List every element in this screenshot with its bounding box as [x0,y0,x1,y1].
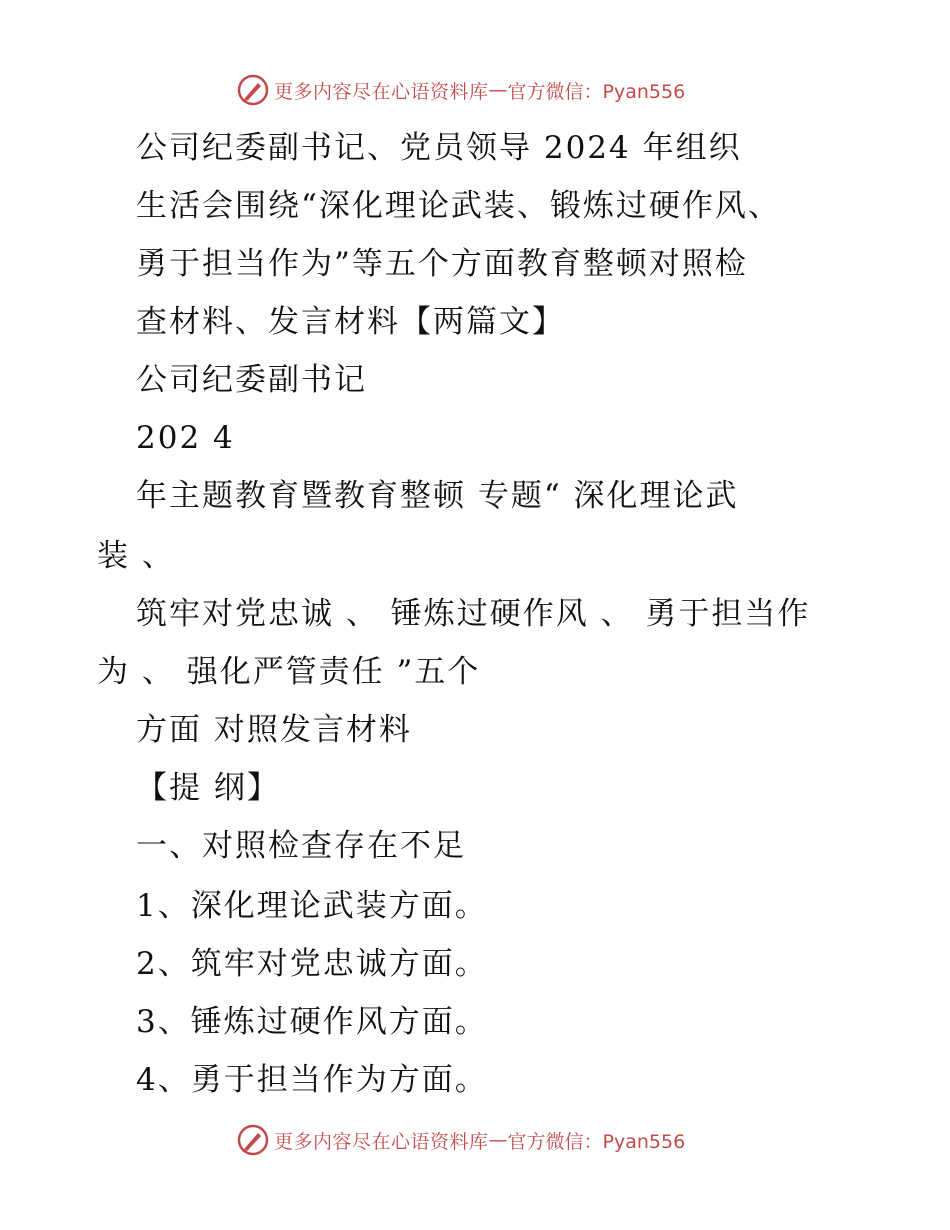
pen-logo-icon [236,1123,270,1157]
outline-heading: 【提 纲】 [136,770,280,806]
list-item: 2、筑牢对党忠诚方面。 [136,946,488,982]
section-heading-1: 一、对照检查存在不足 [136,828,466,864]
list-item: 1、深化理论武装方面。 [136,888,488,924]
watermark-wechat: 官方微信：Pyan556 [507,80,686,103]
title-line-3: 勇于担当作为”等五个方面教育整顿对照检 [136,246,748,282]
watermark-text: 更多内容尽在心语资料库 [274,80,489,103]
subtitle-line-1: 公司纪委副书记 [136,362,367,398]
list-item: 4、勇于担当作为方面。 [136,1062,488,1098]
subtitle-line-6: 为 、 强化严管责任 ”五个 [97,654,481,690]
subtitle-line-3: 年主题教育暨教育整顿 专题“ 深化理论武 [136,478,739,514]
subtitle-line-4: 装 、 [97,538,175,574]
subtitle-line-7: 方面 对照发言材料 [136,712,412,748]
list-item: 3、锤炼过硬作风方面。 [136,1004,488,1040]
header-watermark [236,72,685,108]
watermark-dash: — [488,79,508,101]
pen-logo-icon [236,73,270,107]
subtitle-line-5: 筑牢对党忠诚 、 锤炼过硬作风 、 勇于担当作 [136,596,811,632]
watermark-dash: — [488,1129,508,1151]
title-line-4: 查材料、发言材料【两篇文】 [136,304,565,340]
title-line-1: 公司纪委副书记、党员领导 2024 年组织 [136,130,742,166]
title-line-2: 生活会围绕“深化理论武装、锻炼过硬作风、 [136,188,781,224]
subtitle-line-2: 202 4 [136,420,235,456]
footer-watermark [236,1122,685,1158]
watermark-wechat: 官方微信：Pyan556 [507,1130,686,1153]
watermark-text: 更多内容尽在心语资料库 [274,1130,489,1153]
